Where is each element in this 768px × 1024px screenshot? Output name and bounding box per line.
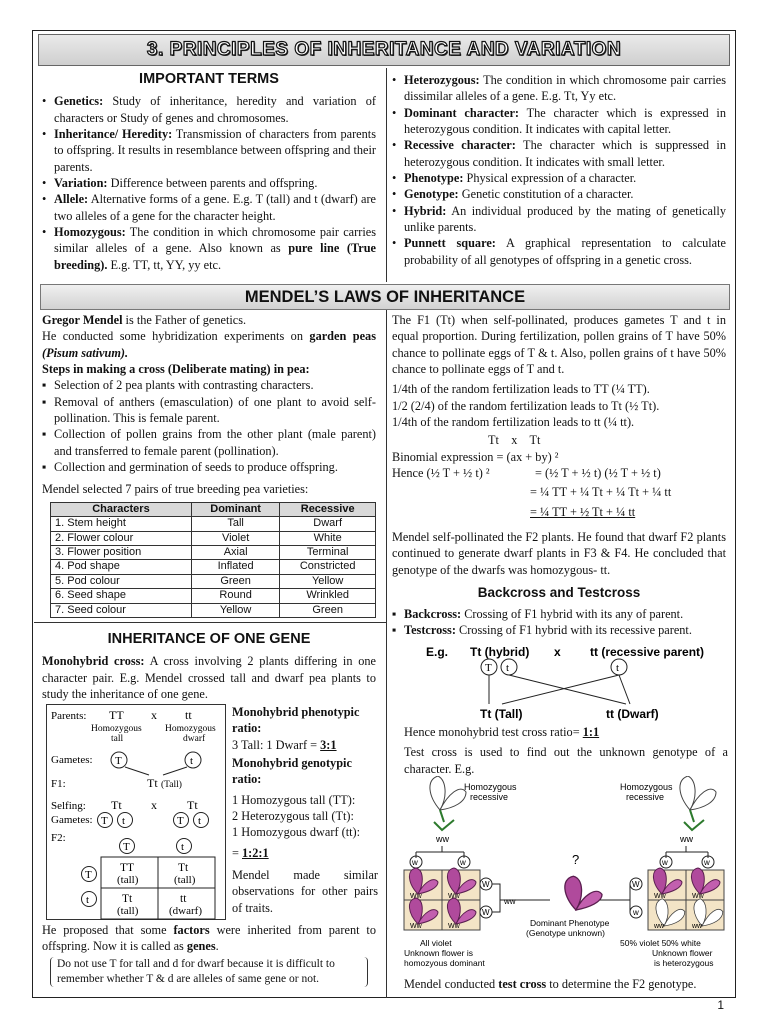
- svg-text:(dwarf): (dwarf): [169, 905, 202, 917]
- svg-text:Tt: Tt: [111, 798, 122, 812]
- gamete-t: t: [190, 755, 194, 767]
- svg-text:w: w: [460, 858, 466, 867]
- homo-left-1: Homozygous: [464, 782, 517, 792]
- expansion-3: = ¼ TT + ½ Tt + ¼ tt: [530, 505, 636, 520]
- table-cell: Round: [191, 589, 279, 603]
- tt-cross: Tt x Tt: [488, 433, 541, 448]
- table-cell: Violet: [191, 531, 279, 545]
- factors-section: [42, 922, 376, 987]
- cross-homo-dwarf-2: dwarf: [183, 734, 206, 744]
- f1-paragraph: The F1 (Tt) when self-pollinated, produces gametes T and t in equal proportion. During fertilization, pollen grains of T have 50% chance to pollinate eggs of T & t. Also, pollen grains of t have 50% chance to pollinate eggs of T and t.: [392, 313, 726, 377]
- svg-text:Ww: Ww: [410, 923, 422, 930]
- term-item: • Phenotype: Physical expression of a character.: [392, 170, 726, 186]
- diagram-tt-recessive: tt (recessive parent): [590, 645, 705, 659]
- steps-heading: Steps in making a cross (Deliberate mating) in pea:: [42, 362, 310, 377]
- one-gene-divider: [34, 622, 386, 623]
- term-item: • Homozygous: The condition in which chromosome pair carries similar alleles of a gene. Also known as pure line (True breeding). E.g. TT, tt, YY, yy etc.: [42, 224, 376, 273]
- monohybrid-def: Monohybrid cross: A cross involving 2 plants differing in one character pair. E.g. Mendel crossed tall and dwarf pea plants to study the inheritance of one gene.: [42, 654, 376, 701]
- svg-text:(tall): (tall): [117, 905, 139, 917]
- monohybrid-cross-box: [46, 704, 226, 920]
- terms-left-list: [42, 93, 376, 273]
- dwarf-paragraph: Mendel self-pollinated the F2 plants. He found that dwarf F2 plants continued to generate dwarf plants in F3 & F4. He concluded that genotype of the dwarfs was homozygous- tt.: [392, 530, 726, 577]
- table-row: [51, 560, 376, 574]
- svg-text:t: t: [616, 662, 620, 674]
- mendel-heading: MENDEL’S LAWS OF INHERITANCE: [244, 288, 526, 306]
- svg-text:Tt: Tt: [187, 798, 198, 812]
- svg-text:W: W: [632, 880, 640, 889]
- similar-observations: Mendel made similar observations for other pairs of traits.: [232, 868, 378, 915]
- homo-right-2: recessive: [626, 792, 665, 802]
- cross-selfing-label: Selfing:: [51, 800, 86, 812]
- left-caption-3: homozyous dominant: [404, 958, 485, 968]
- homo-right-1: Homozygous: [620, 782, 673, 792]
- binomial-expansion: [392, 465, 726, 523]
- testcross-diagram: [420, 640, 720, 722]
- f1-tall: (Tall): [161, 780, 182, 790]
- svg-text:t: t: [181, 841, 185, 853]
- cross-parent-TT: TT: [109, 708, 124, 722]
- term-item: • Punnett square: A graphical representation to calculate probability of all genotypes of offspring in a genetic cross.: [392, 235, 726, 268]
- svg-text:E.g.: E.g.: [426, 645, 449, 659]
- svg-text:T: T: [485, 662, 492, 674]
- testcross-flower-figure: [400, 776, 730, 972]
- page-title: 3. PRINCIPLES OF INHERITANCE AND VARIATION: [146, 39, 622, 60]
- term-item: • Dominant character: The character which is expressed in heterozygous condition. It indicates with capital letter.: [392, 105, 726, 138]
- cross-homo-tall-2: tall: [111, 734, 124, 744]
- table-header: Recessive: [280, 502, 376, 516]
- svg-text:Ww: Ww: [448, 893, 460, 900]
- svg-text:Ww: Ww: [654, 893, 666, 900]
- dominant-phenotype: Dominant Phenotype: [530, 918, 610, 928]
- monohybrid-cross-diagram: [47, 705, 227, 921]
- geno-line: 2 Heterozygous tall (Tt):: [232, 809, 354, 824]
- terms-left-column: [42, 70, 376, 273]
- table-cell: Wrinkled: [280, 589, 376, 603]
- term-item: • Allele: Alternative forms of a gene. E.g. T (tall) and t (dwarf) are two alleles of a gene for the character height.: [42, 191, 376, 224]
- svg-text:T: T: [177, 815, 184, 827]
- punnett-cell-4: tt: [180, 893, 187, 905]
- selected-text: Mendel selected 7 pairs of true breeding pea varieties:: [42, 482, 309, 497]
- cross-homo-tall-1: Homozygous: [91, 724, 142, 734]
- steps-list: [42, 377, 376, 475]
- svg-text:ww: ww: [680, 834, 693, 844]
- one-gene-heading: INHERITANCE OF ONE GENE: [107, 631, 311, 647]
- unknown-mark: ?: [572, 852, 580, 867]
- pheno-heading: Monohybrid phenotypic ratio:: [232, 705, 360, 736]
- f1-Tt: Tt: [147, 776, 158, 790]
- table-cell: Axial: [191, 546, 279, 560]
- table-row: [51, 589, 376, 603]
- term-item: • Hybrid: An individual produced by the mating of genetically unlike parents.: [392, 203, 726, 236]
- fraction-2: 1/2 (2/4) of the random fertilization leads to Tt (½ Tt).: [392, 398, 660, 413]
- table-cell: Constricted: [280, 560, 376, 574]
- main-divider: [386, 310, 387, 998]
- svg-text:Ww: Ww: [692, 893, 704, 900]
- svg-text:T: T: [101, 815, 108, 827]
- table-header: Characters: [51, 502, 192, 516]
- table-cell: Terminal: [280, 546, 376, 560]
- term-item: • Inheritance/ Heredity: Transmission of characters from parents to offspring. It results in resemblance between offspring and their parents.: [42, 126, 376, 175]
- cross-parent-tt: tt: [185, 708, 192, 722]
- backcross-item: ▪ Backcross: Crossing of F1 hybrid with its any of parent.: [392, 606, 726, 622]
- svg-text:t: t: [86, 894, 90, 906]
- diagram-tt-dwarf: tt (Dwarf): [606, 707, 659, 721]
- table-row: [51, 531, 376, 545]
- table-row: [51, 517, 376, 531]
- svg-text:(tall): (tall): [117, 874, 139, 886]
- step-item: ▪ Collection and germination of seeds to produce offspring.: [42, 459, 376, 475]
- terms-divider: [386, 68, 387, 282]
- term-item: • Genotype: Genetic constitution of a character.: [392, 186, 726, 202]
- homo-left-2: recessive: [470, 792, 509, 802]
- svg-text:W: W: [482, 908, 490, 917]
- table-cell: Dwarf: [280, 517, 376, 531]
- table-cell: 3. Flower position: [51, 546, 192, 560]
- svg-text:t: t: [122, 815, 126, 827]
- table-row: [51, 603, 376, 617]
- testcross-ratio: Hence monohybrid test cross ratio= 1:1: [404, 725, 600, 739]
- step-item: ▪ Removal of anthers (emasculation) of one plant to avoid self-pollination. This is female parent.: [42, 394, 376, 427]
- testcross-purpose: Test cross is used to find out the unknown genotype of a character. E.g.: [404, 745, 728, 776]
- one-gene-section: [42, 630, 376, 702]
- svg-text:t: t: [506, 662, 510, 674]
- expansion-2: = ¼ TT + ¼ Tt + ¼ Tt + ¼ tt: [530, 485, 672, 500]
- svg-text:w: w: [412, 858, 418, 867]
- fraction-3: 1/4th of the random fertilization leads to tt (¼ tt).: [392, 415, 635, 430]
- diagram-tt-hybrid: Tt (hybrid): [470, 645, 530, 659]
- table-row: [51, 546, 376, 560]
- pheno-ratio: 3 Tall: 1 Dwarf = 3:1: [232, 737, 337, 752]
- terms-right-list: [392, 72, 726, 268]
- table-cell: Green: [191, 574, 279, 588]
- svg-text:Ww: Ww: [410, 893, 422, 900]
- step-item: ▪ Selection of 2 pea plants with contrasting characters.: [42, 377, 376, 393]
- step-item: ▪ Collection of pollen grains from the other plant (male parent) and transferred to female parent (pollination).: [42, 426, 376, 459]
- svg-text:w: w: [633, 908, 639, 917]
- cross-f2-label: F2:: [51, 832, 66, 844]
- svg-text:T: T: [123, 841, 130, 853]
- fraction-1: 1/4th of the random fertilization leads to TT (¼ TT).: [392, 382, 650, 397]
- svg-text:ww: ww: [504, 897, 516, 906]
- geno-ratio: = 1:2:1: [232, 845, 269, 860]
- left-caption-1: All violet: [420, 938, 452, 948]
- right-caption-3: is heterozygous: [654, 958, 714, 968]
- svg-text:Gametes:: Gametes:: [51, 814, 93, 826]
- svg-text:t: t: [198, 815, 202, 827]
- cross-gametes-label: Gametes:: [51, 754, 93, 766]
- factors-text: He proposed that some factors were inherited from parent to offspring. Now it is called as genes.: [42, 923, 376, 954]
- svg-text:T: T: [85, 869, 92, 881]
- svg-text:ww: ww: [436, 834, 449, 844]
- hence-expr: Hence (½ T + ½ t) ²: [392, 466, 490, 481]
- table-cell: Tall: [191, 517, 279, 531]
- table-cell: Green: [280, 603, 376, 617]
- table-cell: Yellow: [191, 603, 279, 617]
- table-cell: Yellow: [280, 574, 376, 588]
- table-cell: 2. Flower colour: [51, 531, 192, 545]
- mendel-intro: Gregor Mendel is the Father of genetics.: [42, 313, 247, 327]
- mendel-right-column: [392, 312, 726, 639]
- diagram-tt-tall: Tt (Tall): [480, 707, 523, 721]
- geno-line: 1 Homozygous dwarf (tt):: [232, 825, 361, 840]
- svg-text:ww: ww: [692, 923, 703, 930]
- note-box: Do not use T for tall and d for dwarf because it is difficult to remember whether T & d are alleles of same gene or not.: [50, 957, 368, 988]
- varieties-table: [50, 502, 376, 618]
- table-header: Dominant: [191, 502, 279, 516]
- svg-text:(tall): (tall): [174, 874, 196, 886]
- table-cell: 5. Pod colour: [51, 574, 192, 588]
- term-item: • Genetics: Study of inheritance, heredity and variation of characters or Study of genes and chromosomes.: [42, 93, 376, 126]
- cross-x: x: [151, 708, 157, 722]
- term-item: • Heterozygous: The condition in which chromosome pair carries dissimilar alleles of a gene. E.g. Tt, Yy etc.: [392, 72, 726, 105]
- final-line: Mendel conducted test cross to determine the F2 genotype.: [404, 977, 697, 991]
- backcross-list: [392, 606, 726, 639]
- geno-line: 1 Homozygous tall (TT):: [232, 792, 356, 807]
- svg-text:x: x: [554, 645, 561, 659]
- svg-text:W: W: [482, 880, 490, 889]
- table-cell: 6. Seed shape: [51, 589, 192, 603]
- backcross-heading: Backcross and Testcross: [477, 585, 641, 601]
- left-caption-2: Unknown flower is: [404, 948, 473, 958]
- table-cell: 1. Stem height: [51, 517, 192, 531]
- table-cell: 7. Seed colour: [51, 603, 192, 617]
- right-caption-2: Unknown flower: [652, 948, 713, 958]
- binomial-expression: Binomial expression = (ax + by) ²: [392, 449, 559, 464]
- svg-text:w: w: [662, 858, 668, 867]
- term-item: • Variation: Difference between parents and offspring.: [42, 175, 376, 191]
- cross-parents-label: Parents:: [51, 710, 87, 722]
- testcross-item: ▪ Testcross: Crossing of F1 hybrid with its recessive parent.: [392, 622, 726, 638]
- mendel-band: [40, 284, 730, 310]
- right-caption-1: 50% violet 50% white: [620, 938, 701, 948]
- geno-heading: Monohybrid genotypic ratio:: [232, 756, 352, 787]
- mendel-left-column: [42, 312, 376, 618]
- punnett-cell-1: TT: [120, 862, 135, 874]
- terms-right-column: [392, 72, 726, 268]
- table-cell: Inflated: [191, 560, 279, 574]
- cross-homo-dwarf-1: Homozygous: [165, 724, 216, 734]
- punnett-cell-3: Tt: [122, 893, 133, 905]
- genotype-unknown: (Genotype unknown): [526, 928, 605, 938]
- important-terms-heading: IMPORTANT TERMS: [139, 71, 279, 87]
- svg-text:ww: ww: [654, 923, 665, 930]
- svg-text:w: w: [704, 858, 710, 867]
- testcross-text: [404, 724, 728, 777]
- monohybrid-ratios: [232, 704, 378, 916]
- mendel-intro2: He conducted some hybridization experiments on garden peas (Pisum sativum).: [42, 329, 376, 360]
- gamete-T: T: [115, 755, 122, 767]
- title-banner: [38, 34, 730, 66]
- cross-f1-label: F1:: [51, 778, 66, 790]
- table-row: [51, 574, 376, 588]
- svg-text:x: x: [151, 798, 157, 812]
- expansion-1: = (½ T + ½ t) (½ T + ½ t): [535, 466, 661, 481]
- svg-text:Ww: Ww: [448, 923, 460, 930]
- geno-lines: [232, 792, 378, 841]
- punnett-cell-2: Tt: [178, 862, 189, 874]
- page-number: 1: [717, 998, 724, 1012]
- table-cell: 4. Pod shape: [51, 560, 192, 574]
- table-cell: White: [280, 531, 376, 545]
- term-item: • Recessive character: The character which is suppressed in heterozygous condition. It indicates with small letter.: [392, 137, 726, 170]
